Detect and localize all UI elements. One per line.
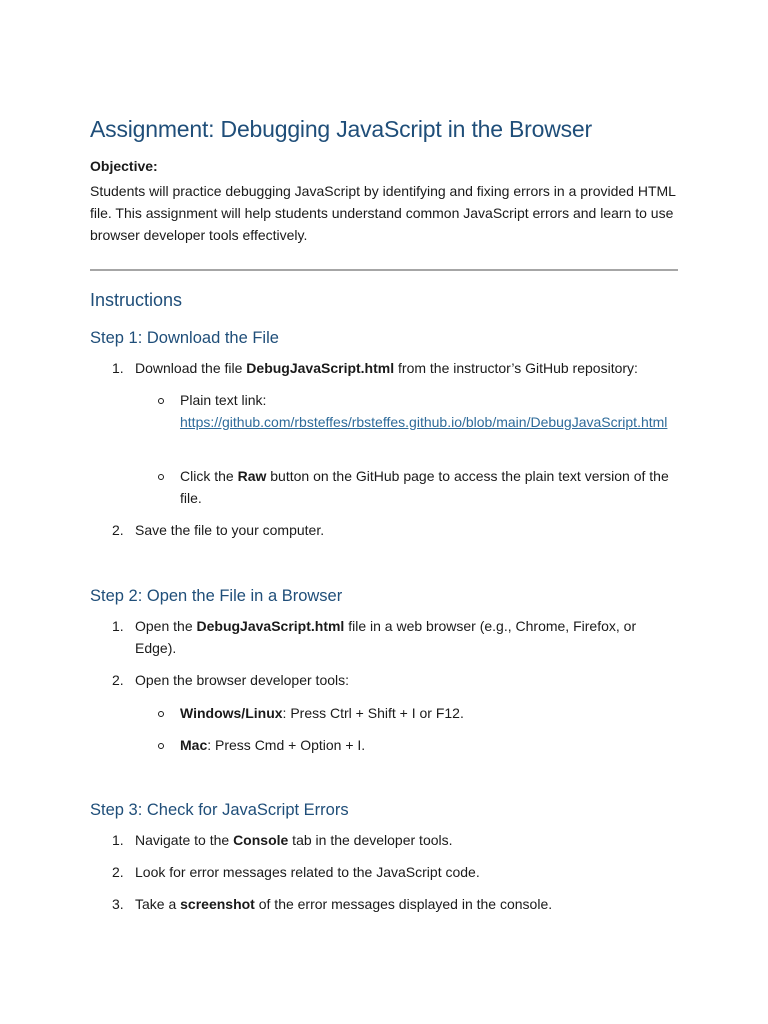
list-number: 2. — [112, 522, 124, 538]
text-segment: Open the — [135, 618, 197, 634]
mac-bold: Mac — [180, 737, 208, 753]
step2-heading: Step 2: Open the File in a Browser — [90, 587, 343, 605]
text-segment: Click the — [180, 468, 238, 484]
windows-linux-bold: Windows/Linux — [180, 705, 283, 721]
list-number: 2. — [112, 672, 124, 688]
text-segment: Navigate to the — [135, 832, 234, 848]
horizontal-divider — [90, 269, 678, 271]
hollow-bullet-icon — [156, 734, 168, 756]
text-segment: : Press Ctrl + Shift + I or F12. — [282, 705, 464, 721]
screenshot-bold: screenshot — [180, 896, 255, 912]
console-bold: Console — [233, 832, 289, 848]
list-item-text — [135, 357, 675, 379]
step3-heading: Step 3: Check for JavaScript Errors — [90, 801, 349, 819]
list-item-text: Open the browser developer tools: — [135, 672, 350, 688]
sub-item-text — [180, 465, 678, 509]
list-item-text — [135, 829, 675, 851]
hollow-bullet-icon — [156, 702, 168, 724]
text-segment: from the instructor’s GitHub repository: — [394, 360, 638, 376]
text-segment: button on the GitHub page to access the plain text version of the file. — [180, 468, 669, 506]
list-item-text: Look for error messages related to the JavaScript code. — [135, 864, 480, 880]
plain-text-link-label: Plain text link: — [180, 392, 267, 408]
instructions-heading: Instructions — [90, 290, 183, 310]
filename-bold: DebugJavaScript.html — [246, 360, 395, 376]
text-segment: Download the file — [135, 360, 247, 376]
github-link[interactable]: https://github.com/rbsteffes/rbsteffes.github.io/blob/main/DebugJavaScript.html — [180, 414, 668, 430]
text-segment: file in a web browser (e.g., Chrome, Firefox, or Edge). — [135, 618, 637, 656]
list-number: 1. — [112, 832, 124, 848]
raw-bold: Raw — [237, 468, 267, 484]
hollow-bullet-icon — [156, 389, 168, 411]
text-segment: tab in the developer tools. — [288, 832, 453, 848]
text-segment: Take a — [135, 896, 181, 912]
list-number: 2. — [112, 864, 124, 880]
text-segment: of the error messages displayed in the console. — [254, 896, 553, 912]
sub-item-text — [180, 702, 678, 724]
filename-bold: DebugJavaScript.html — [196, 618, 345, 634]
list-item-text — [135, 615, 675, 659]
list-item-text — [135, 893, 675, 915]
text-segment: : Press Cmd + Option + I. — [207, 737, 366, 753]
step1-heading: Step 1: Download the File — [90, 329, 279, 347]
list-number: 1. — [112, 360, 124, 376]
sub-item-text — [180, 389, 678, 433]
sub-item-text — [180, 734, 678, 756]
list-number: 1. — [112, 618, 124, 634]
hollow-bullet-icon — [156, 465, 168, 487]
objective-text: Students will practice debugging JavaScript by identifying and fixing errors in a provided HTML file. This assignment will help students understand common JavaScript errors and learn to use browser developer tools effectively. — [90, 183, 676, 243]
objective-label: Objective: — [90, 158, 158, 174]
document-title: Assignment: Debugging JavaScript in the Browser — [90, 116, 592, 142]
list-number: 3. — [112, 896, 124, 912]
list-item-text: Save the file to your computer. — [135, 522, 325, 538]
